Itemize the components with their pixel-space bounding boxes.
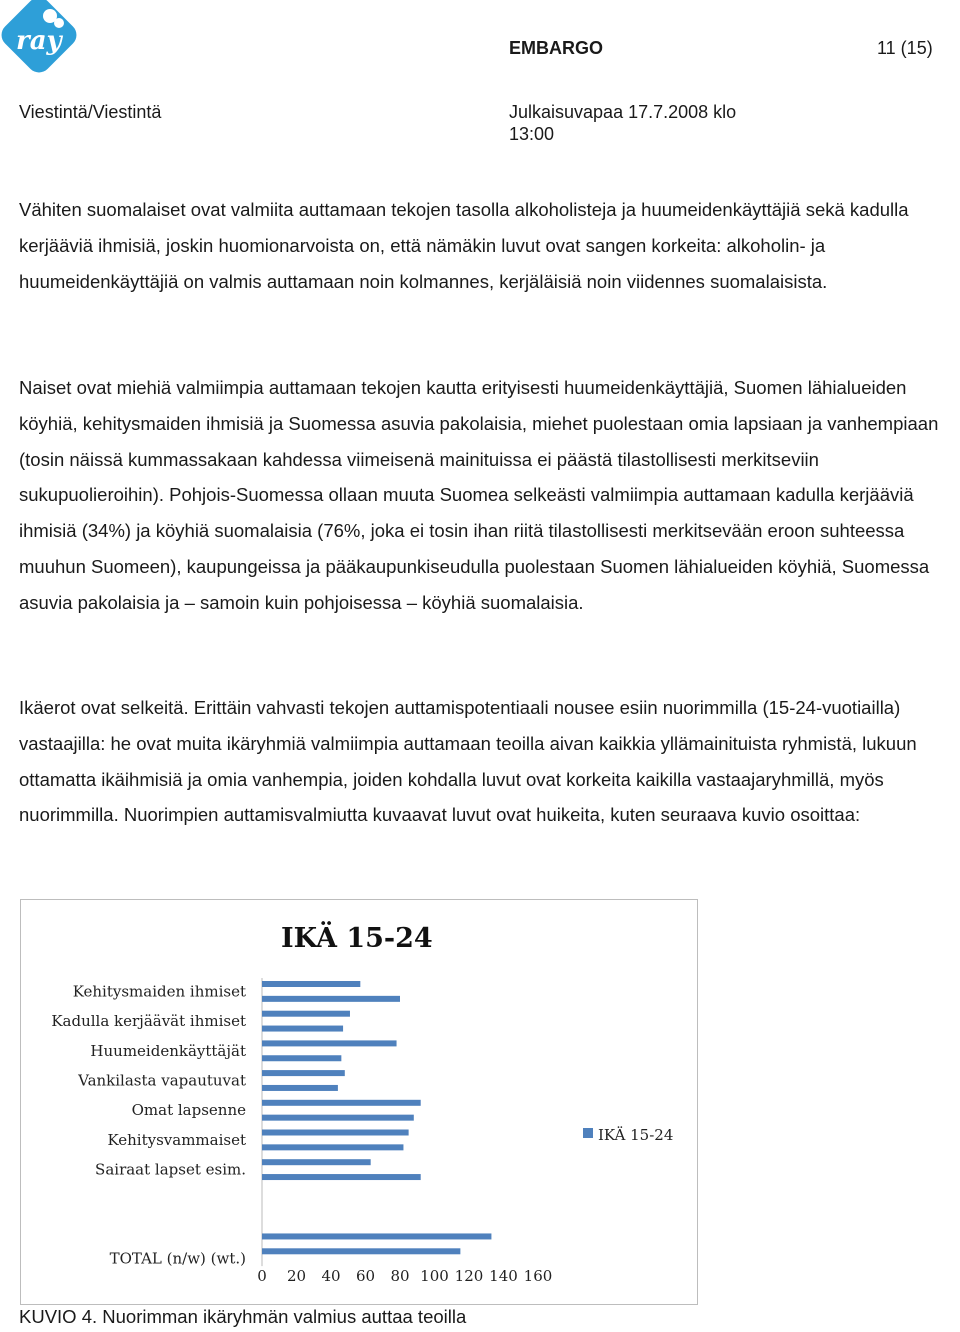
chart-x-tick: 60: [355, 1267, 376, 1285]
chart-x-tick: 140: [489, 1267, 518, 1285]
chart-bar: [262, 1115, 414, 1121]
chart-category-label: TOTAL (n/w) (wt.): [109, 1249, 246, 1268]
legend-label: IKÄ 15-24: [598, 1126, 674, 1144]
department: Viestintä/Viestintä: [19, 102, 162, 122]
chart-x-tick: 80: [390, 1267, 410, 1285]
ray-logo-mark: [0, 0, 81, 77]
chart-category-label: Vankilasta vapautuvat: [78, 1071, 246, 1090]
chart-x-tick: 20: [286, 1267, 307, 1285]
chart-title: IKÄ 15-24: [281, 923, 433, 954]
chart-bar: [262, 1011, 350, 1017]
chart-svg: [21, 900, 699, 1306]
chart-bar: [262, 996, 400, 1002]
release-line-1: Julkaisuvapaa 17.7.2008 klo: [509, 102, 737, 122]
page-number: 11 (15): [877, 38, 933, 58]
chart-bar: [262, 1248, 460, 1254]
legend-swatch: [583, 1128, 593, 1138]
chart-x-tick: 120: [454, 1267, 484, 1285]
chart-bar: [262, 1159, 371, 1165]
chart-category-label: Kehitysvammaiset: [107, 1130, 246, 1149]
chart-bar: [262, 1026, 343, 1032]
chart-bar: [262, 1100, 421, 1106]
chart-x-tick: 40: [321, 1267, 341, 1285]
chart-category-label: Omat lapsenne: [131, 1101, 246, 1120]
embargo-label: EMBARGO: [509, 38, 603, 58]
chart-x-tick: 160: [523, 1267, 553, 1285]
chart-category-label: Kadulla kerjäävät ihmiset: [51, 1012, 246, 1031]
svg-text:ray: ray: [16, 26, 62, 56]
chart-bar: [262, 1174, 421, 1180]
chart-bar: [262, 1130, 409, 1136]
chart-bar: [262, 1233, 491, 1239]
release-time: [509, 101, 809, 145]
paragraph-2: Naiset ovat miehiä valmiimpia auttamaan tekojen kautta erityisesti huumeidenkäyttäjiä, Suomen lähialueiden köyhiä, kehitysmaiden ihmisiä ja Suomessa asuvia pakolaisia, miehet puolestaan omia lapsiaan ja vanhempiaan (tosin näissä kummassakaan kahdessa viimeisenä mainituissa ei päästä tilastollisesti merkitseviin sukupuolieroihin). Pohjois-Suomessa ollaan muuta Suomea selkeästi valmiimpia auttamaan kadulla kerjääviä ihmisiä (34%) ja köyhiä suomalaisia (76%, joka ei tosin ihan riitä tilastollisesti merkitsevään eroon suhteessa muuhun Suomeen), kaupungeissa ja pääkaupunkiseudulla puolestaan Suomen lähialueiden köyhiä, Suomessa asuvia pakolaisia ja – samoin kuin pohjoisessa – köyhiä suomalaisia.: [19, 377, 939, 613]
chart-bar: [262, 1040, 397, 1046]
chart-bars: [262, 978, 491, 1266]
chart-bar: [262, 1070, 345, 1076]
chart-legend: [583, 1126, 673, 1144]
release-line-2: 13:00: [509, 124, 555, 144]
age-chart: [20, 899, 698, 1305]
chart-bar: [262, 1055, 341, 1061]
chart-category-label: Huumeidenkäyttäjät: [90, 1041, 246, 1060]
chart-x-ticks: [257, 1267, 552, 1285]
paragraph-1: Vähiten suomalaiset ovat valmiita auttamaan tekojen tasolla alkoholisteja ja huumeidenkäyttäjiä sekä kadulla kerjääviä ihmisiä, joskin huomionarvoista on, että nämäkin luvut ovat sangen korkeita: alkoholin- ja huumeidenkäyttäjiä on valmis auttamaan noin kolmannes, kerjäläisiä noin viidennes suomalaisista.: [19, 199, 909, 292]
chart-category-label: Sairaat lapset esim.: [95, 1160, 246, 1179]
chart-bar: [262, 1144, 403, 1150]
ray-logo: [0, 0, 82, 82]
paragraph-3: Ikäerot ovat selkeitä. Erittäin vahvasti tekojen auttamispotentiaali nousee esiin nuorimmilla (15-24-vuotiailla) vastaajilla: he ovat muita ikäryhmiä valmiimpia auttamaan teoilla aivan kaikkia yllämainituista ryhmistä, lukuun ottamatta ikäihmisiä ja omia vanhempia, joiden kohdalla luvut ovat korkeita kaikilla vastaajaryhmillä, myös nuorimmilla. Nuorimpien auttamisvalmiutta kuvaavat luvut ovat huikeita, kuten seuraava kuvio osoittaa:: [19, 697, 917, 826]
figure-caption: KUVIO 4. Nuorimman ikäryhmän valmius auttaa teoilla: [19, 1306, 467, 1327]
chart-category-label: Kehitysmaiden ihmiset: [72, 982, 246, 1001]
chart-bar: [262, 981, 360, 987]
chart-bar: [262, 1085, 338, 1091]
chart-x-tick: 0: [257, 1267, 267, 1285]
chart-x-tick: 100: [420, 1267, 449, 1285]
chart-category-labels: [51, 982, 246, 1267]
